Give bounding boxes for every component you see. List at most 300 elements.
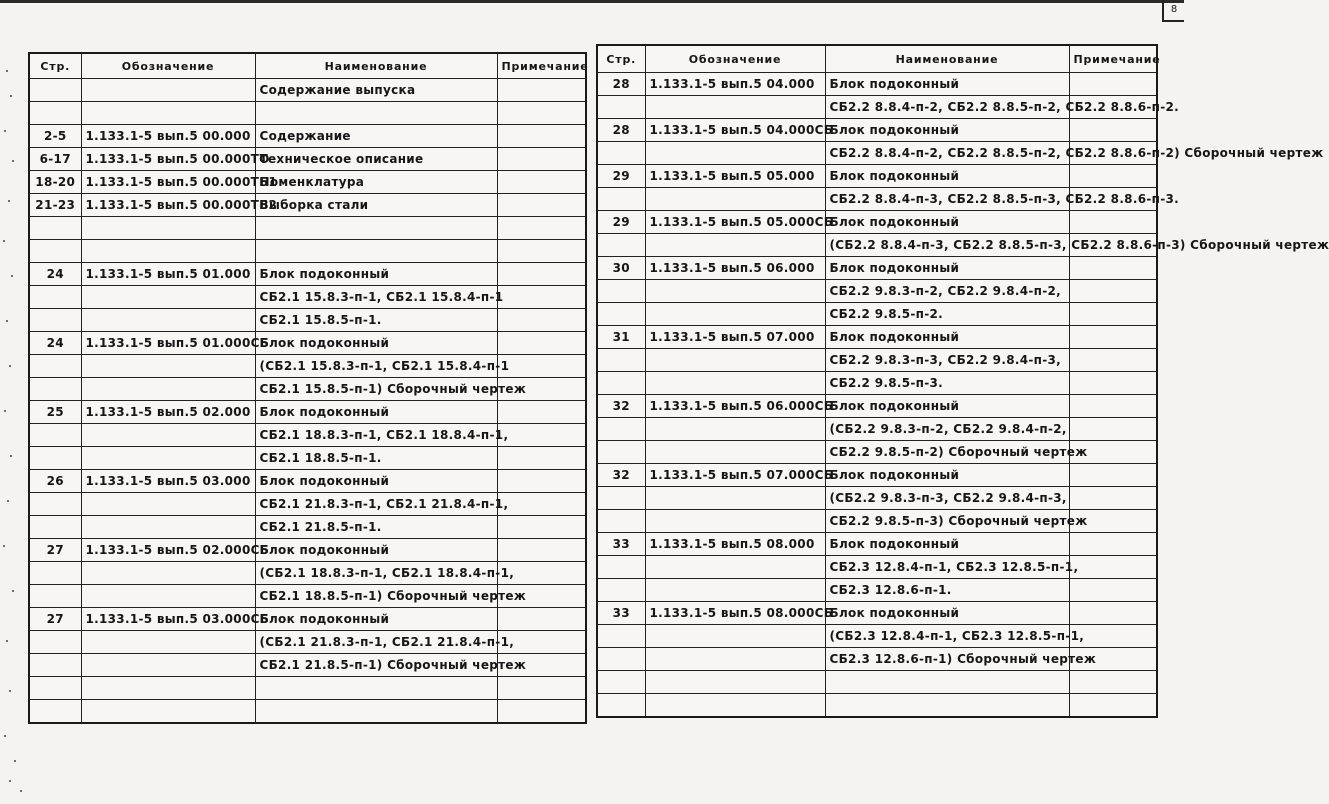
cell-note bbox=[1069, 119, 1157, 142]
table-row bbox=[597, 602, 1157, 625]
cell-code bbox=[81, 493, 255, 516]
cell-name: СБ2.1 15.8.5-п-1) Сборочный чертеж bbox=[255, 378, 497, 401]
cell-code: 1.133.1-5 вып.5 01.000 bbox=[81, 263, 255, 286]
cell-code: 1.133.1-5 вып.5 00.000ТБ2 bbox=[81, 194, 255, 217]
header-row bbox=[29, 53, 586, 79]
scan-speck bbox=[6, 640, 8, 642]
cell-code: 1.133.1-5 вып.5 05.000СБ bbox=[645, 211, 825, 234]
table-row bbox=[29, 424, 586, 447]
cell-note bbox=[497, 171, 586, 194]
cell-page: 25 bbox=[29, 401, 81, 424]
cell-note bbox=[1069, 326, 1157, 349]
cell-page bbox=[29, 102, 81, 125]
cell-name: Блок подоконный bbox=[825, 211, 1069, 234]
cell-code bbox=[645, 418, 825, 441]
table-row bbox=[29, 79, 586, 102]
cell-page bbox=[29, 631, 81, 654]
cell-page bbox=[597, 349, 645, 372]
cell-page: 29 bbox=[597, 211, 645, 234]
header-note: Примечание bbox=[1069, 45, 1157, 73]
cell-code: 1.133.1-5 вып.5 00.000ТБ1 bbox=[81, 171, 255, 194]
table-row bbox=[29, 585, 586, 608]
cell-code bbox=[645, 303, 825, 326]
cell-page: 32 bbox=[597, 395, 645, 418]
cell-name: СБ2.1 18.8.5-п-1. bbox=[255, 447, 497, 470]
cell-name: СБ2.2 8.8.4-п-3, СБ2.2 8.8.5-п-3, СБ2.2 8.8.6-п-3. bbox=[825, 188, 1069, 211]
cell-name: Блок подоконный bbox=[825, 533, 1069, 556]
cell-code: 1.133.1-5 вып.5 07.000СБ bbox=[645, 464, 825, 487]
sheet-top-border bbox=[0, 0, 1184, 3]
header-page: Стр. bbox=[29, 53, 81, 79]
table-row bbox=[597, 96, 1157, 119]
cell-name: Блок подоконный bbox=[825, 464, 1069, 487]
cell-name: СБ2.1 18.8.5-п-1) Сборочный чертеж bbox=[255, 585, 497, 608]
cell-note bbox=[1069, 211, 1157, 234]
cell-name: Блок подоконный bbox=[825, 119, 1069, 142]
cell-name: Содержание bbox=[255, 125, 497, 148]
cell-page: 31 bbox=[597, 326, 645, 349]
cell-note bbox=[1069, 349, 1157, 372]
table-row bbox=[29, 539, 586, 562]
cell-note bbox=[497, 148, 586, 171]
table-row bbox=[597, 648, 1157, 671]
cell-code bbox=[645, 556, 825, 579]
table-row bbox=[29, 286, 586, 309]
sheet-number-box bbox=[1162, 0, 1184, 22]
cell-page bbox=[29, 424, 81, 447]
table-row bbox=[597, 372, 1157, 395]
cell-page: 32 bbox=[597, 464, 645, 487]
cell-code: 1.133.1-5 вып.5 00.000ТО bbox=[81, 148, 255, 171]
cell-name: СБ2.2 9.8.5-п-3. bbox=[825, 372, 1069, 395]
header-code: Обозначение bbox=[645, 45, 825, 73]
sheet-number: 8 bbox=[1170, 4, 1178, 15]
cell-page: 29 bbox=[597, 165, 645, 188]
cell-page bbox=[29, 355, 81, 378]
cell-note bbox=[1069, 165, 1157, 188]
scan-speck bbox=[10, 455, 12, 457]
cell-code bbox=[81, 286, 255, 309]
table-row bbox=[29, 631, 586, 654]
cell-note bbox=[497, 447, 586, 470]
cell-note bbox=[1069, 303, 1157, 326]
cell-page bbox=[597, 648, 645, 671]
table-row bbox=[29, 700, 586, 724]
cell-name: СБ2.2 9.8.5-п-2) Сборочный чертеж bbox=[825, 441, 1069, 464]
cell-page: 24 bbox=[29, 263, 81, 286]
cell-name: Техническое описание bbox=[255, 148, 497, 171]
cell-code bbox=[81, 424, 255, 447]
scan-speck bbox=[12, 160, 14, 162]
cell-name bbox=[825, 694, 1069, 718]
table-row bbox=[29, 332, 586, 355]
cell-page bbox=[29, 516, 81, 539]
table-row bbox=[597, 556, 1157, 579]
cell-page bbox=[29, 378, 81, 401]
scan-speck bbox=[6, 320, 8, 322]
cell-code bbox=[645, 648, 825, 671]
cell-code bbox=[645, 142, 825, 165]
cell-name: СБ2.3 12.8.6-п-1) Сборочный чертеж bbox=[825, 648, 1069, 671]
table-row bbox=[29, 401, 586, 424]
table-row bbox=[597, 211, 1157, 234]
cell-name: (СБ2.3 12.8.4-п-1, СБ2.3 12.8.5-п-1, bbox=[825, 625, 1069, 648]
cell-page: 2-5 bbox=[29, 125, 81, 148]
table-row bbox=[29, 309, 586, 332]
cell-name: Выборка стали bbox=[255, 194, 497, 217]
cell-name: (СБ2.2 8.8.4-п-3, СБ2.2 8.8.5-п-3, СБ2.2 8.8.6-п-3) Сборочный чертеж bbox=[825, 234, 1069, 257]
scan-speck bbox=[9, 365, 11, 367]
cell-note bbox=[1069, 372, 1157, 395]
cell-page bbox=[597, 556, 645, 579]
cell-code bbox=[645, 349, 825, 372]
cell-page bbox=[597, 188, 645, 211]
cell-page bbox=[29, 217, 81, 240]
table-row bbox=[597, 464, 1157, 487]
cell-note bbox=[497, 355, 586, 378]
header-row bbox=[597, 45, 1157, 73]
cell-code bbox=[645, 487, 825, 510]
cell-name: (СБ2.2 9.8.3-п-2, СБ2.2 9.8.4-п-2, bbox=[825, 418, 1069, 441]
cell-name: Блок подоконный bbox=[825, 165, 1069, 188]
cell-page bbox=[597, 372, 645, 395]
cell-name: СБ2.2 9.8.5-п-2. bbox=[825, 303, 1069, 326]
cell-page: 27 bbox=[29, 608, 81, 631]
cell-page bbox=[597, 303, 645, 326]
cell-code bbox=[81, 585, 255, 608]
cell-note bbox=[1069, 602, 1157, 625]
cell-code bbox=[81, 240, 255, 263]
table-body-right bbox=[597, 73, 1329, 718]
table-row bbox=[29, 125, 586, 148]
table-row bbox=[597, 73, 1157, 96]
table-row bbox=[29, 608, 586, 631]
cell-name: Блок подоконный bbox=[255, 332, 497, 355]
header-page: Стр. bbox=[597, 45, 645, 73]
table-row bbox=[597, 257, 1157, 280]
cell-code: 1.133.1-5 вып.5 03.000СБ bbox=[81, 608, 255, 631]
cell-page bbox=[597, 234, 645, 257]
cell-code bbox=[81, 631, 255, 654]
cell-code: 1.133.1-5 вып.5 06.000СБ bbox=[645, 395, 825, 418]
cell-code bbox=[81, 562, 255, 585]
scan-speck bbox=[9, 690, 11, 692]
table-row bbox=[29, 171, 586, 194]
table-row bbox=[597, 671, 1157, 694]
cell-code: 1.133.1-5 вып.5 06.000 bbox=[645, 257, 825, 280]
header-note: Примечание bbox=[497, 53, 586, 79]
cell-code bbox=[81, 309, 255, 332]
cell-code bbox=[645, 579, 825, 602]
header-name: Наименование bbox=[255, 53, 497, 79]
cell-name: Содержание выпуска bbox=[255, 79, 497, 102]
cell-page bbox=[597, 142, 645, 165]
cell-code: 1.133.1-5 вып.5 00.000 bbox=[81, 125, 255, 148]
cell-name: Блок подоконный bbox=[255, 401, 497, 424]
cell-note bbox=[1069, 533, 1157, 556]
cell-note bbox=[1069, 73, 1157, 96]
cell-page bbox=[597, 694, 645, 718]
cell-name: СБ2.1 21.8.3-п-1, СБ2.1 21.8.4-п-1, bbox=[255, 493, 497, 516]
contents-table-right bbox=[596, 44, 1329, 718]
cell-note bbox=[497, 79, 586, 102]
cell-note bbox=[1069, 579, 1157, 602]
cell-name bbox=[825, 671, 1069, 694]
cell-note bbox=[497, 263, 586, 286]
cell-name: (СБ2.1 18.8.3-п-1, СБ2.1 18.8.4-п-1, bbox=[255, 562, 497, 585]
cell-page bbox=[597, 579, 645, 602]
cell-name bbox=[255, 677, 497, 700]
cell-name: Блок подоконный bbox=[255, 263, 497, 286]
table-row bbox=[597, 418, 1157, 441]
table-row bbox=[597, 510, 1157, 533]
cell-code: 1.133.1-5 вып.5 02.000 bbox=[81, 401, 255, 424]
scan-speck bbox=[4, 130, 6, 132]
table-row bbox=[29, 194, 586, 217]
cell-note bbox=[497, 240, 586, 263]
cell-page: 26 bbox=[29, 470, 81, 493]
cell-note bbox=[497, 286, 586, 309]
cell-note bbox=[497, 217, 586, 240]
cell-code: 1.133.1-5 вып.5 04.000СБ bbox=[645, 119, 825, 142]
cell-page bbox=[29, 447, 81, 470]
cell-code bbox=[645, 372, 825, 395]
cell-note bbox=[1069, 257, 1157, 280]
table-row bbox=[29, 470, 586, 493]
cell-code: 1.133.1-5 вып.5 05.000 bbox=[645, 165, 825, 188]
scan-speck bbox=[11, 275, 13, 277]
cell-page: 28 bbox=[597, 73, 645, 96]
cell-page bbox=[597, 418, 645, 441]
cell-code bbox=[81, 447, 255, 470]
table-row bbox=[29, 240, 586, 263]
cell-code bbox=[645, 694, 825, 718]
cell-name: СБ2.2 9.8.5-п-3) Сборочный чертеж bbox=[825, 510, 1069, 533]
cell-note bbox=[497, 539, 586, 562]
scan-speck bbox=[14, 760, 16, 762]
cell-page bbox=[597, 96, 645, 119]
cell-page: 33 bbox=[597, 602, 645, 625]
cell-note bbox=[497, 677, 586, 700]
table-row bbox=[597, 441, 1157, 464]
cell-page bbox=[597, 671, 645, 694]
cell-name: Блок подоконный bbox=[825, 73, 1069, 96]
table-row bbox=[597, 188, 1157, 211]
table-row bbox=[597, 349, 1157, 372]
cell-note bbox=[497, 401, 586, 424]
cell-name: СБ2.1 15.8.3-п-1, СБ2.1 15.8.4-п-1 bbox=[255, 286, 497, 309]
cell-name: СБ2.2 9.8.3-п-2, СБ2.2 9.8.4-п-2, bbox=[825, 280, 1069, 303]
cell-name bbox=[255, 700, 497, 724]
cell-code bbox=[81, 700, 255, 724]
table-row bbox=[29, 148, 586, 171]
header-name: Наименование bbox=[825, 45, 1069, 73]
scan-speck bbox=[7, 500, 9, 502]
cell-name bbox=[255, 240, 497, 263]
cell-page bbox=[29, 286, 81, 309]
cell-name: СБ2.2 8.8.4-п-2, СБ2.2 8.8.5-п-2, СБ2.2 8.8.6-п-2. bbox=[825, 96, 1069, 119]
cell-page: 24 bbox=[29, 332, 81, 355]
cell-code bbox=[645, 188, 825, 211]
cell-code: 1.133.1-5 вып.5 08.000СБ bbox=[645, 602, 825, 625]
cell-code bbox=[81, 217, 255, 240]
cell-code: 1.133.1-5 вып.5 08.000 bbox=[645, 533, 825, 556]
cell-note bbox=[497, 493, 586, 516]
table-row bbox=[597, 694, 1157, 718]
cell-note bbox=[1069, 418, 1157, 441]
cell-code bbox=[81, 654, 255, 677]
cell-code bbox=[81, 79, 255, 102]
table-row bbox=[597, 142, 1157, 165]
scan-speck bbox=[6, 70, 8, 72]
cell-page: 6-17 bbox=[29, 148, 81, 171]
table-row bbox=[29, 378, 586, 401]
cell-page bbox=[597, 487, 645, 510]
cell-code bbox=[645, 280, 825, 303]
cell-code: 1.133.1-5 вып.5 04.000 bbox=[645, 73, 825, 96]
table-row bbox=[29, 677, 586, 700]
cell-code bbox=[645, 510, 825, 533]
cell-page bbox=[29, 79, 81, 102]
cell-note bbox=[497, 424, 586, 447]
cell-page bbox=[597, 441, 645, 464]
cell-page: 30 bbox=[597, 257, 645, 280]
cell-name: СБ2.1 21.8.5-п-1) Сборочный чертеж bbox=[255, 654, 497, 677]
scan-speck bbox=[10, 95, 12, 97]
cell-page bbox=[29, 677, 81, 700]
table-row bbox=[597, 579, 1157, 602]
table-row bbox=[597, 303, 1157, 326]
cell-code: 1.133.1-5 вып.5 03.000 bbox=[81, 470, 255, 493]
cell-page: 27 bbox=[29, 539, 81, 562]
cell-page bbox=[597, 625, 645, 648]
cell-code bbox=[81, 516, 255, 539]
cell-code bbox=[645, 234, 825, 257]
cell-name: СБ2.1 18.8.3-п-1, СБ2.1 18.8.4-п-1, bbox=[255, 424, 497, 447]
cell-code bbox=[81, 378, 255, 401]
table-row bbox=[597, 533, 1157, 556]
scan-speck bbox=[9, 780, 11, 782]
cell-page bbox=[29, 240, 81, 263]
cell-page bbox=[29, 700, 81, 724]
table-row bbox=[597, 625, 1157, 648]
scan-speck bbox=[4, 735, 6, 737]
cell-code bbox=[81, 102, 255, 125]
cell-note bbox=[497, 102, 586, 125]
cell-name: СБ2.2 8.8.4-п-2, СБ2.2 8.8.5-п-2, СБ2.2 8.8.6-п-2) Сборочный чертеж bbox=[825, 142, 1069, 165]
cell-note bbox=[497, 332, 586, 355]
table-row bbox=[597, 165, 1157, 188]
cell-code bbox=[645, 625, 825, 648]
cell-code bbox=[81, 355, 255, 378]
cell-note bbox=[1069, 395, 1157, 418]
cell-code bbox=[645, 671, 825, 694]
cell-page bbox=[29, 493, 81, 516]
cell-name bbox=[255, 102, 497, 125]
cell-code bbox=[81, 677, 255, 700]
cell-name: Номенклатура bbox=[255, 171, 497, 194]
cell-code: 1.133.1-5 вып.5 07.000 bbox=[645, 326, 825, 349]
cell-page bbox=[29, 585, 81, 608]
cell-code bbox=[645, 441, 825, 464]
cell-note bbox=[497, 470, 586, 493]
cell-note bbox=[1069, 556, 1157, 579]
cell-note bbox=[1069, 280, 1157, 303]
cell-name: (СБ2.2 9.8.3-п-3, СБ2.2 9.8.4-п-3, bbox=[825, 487, 1069, 510]
cell-page: 28 bbox=[597, 119, 645, 142]
table-row bbox=[29, 562, 586, 585]
cell-code: 1.133.1-5 вып.5 02.000СБ bbox=[81, 539, 255, 562]
cell-name: Блок подоконный bbox=[255, 470, 497, 493]
cell-note bbox=[497, 125, 586, 148]
table-row bbox=[29, 516, 586, 539]
cell-name: Блок подоконный bbox=[825, 257, 1069, 280]
cell-note bbox=[1069, 487, 1157, 510]
scan-speck bbox=[4, 410, 6, 412]
cell-name: СБ2.3 12.8.4-п-1, СБ2.3 12.8.5-п-1, bbox=[825, 556, 1069, 579]
table-row bbox=[29, 493, 586, 516]
scan-speck bbox=[8, 200, 10, 202]
cell-page bbox=[29, 654, 81, 677]
scan-speck bbox=[12, 590, 14, 592]
table-row bbox=[29, 102, 586, 125]
table-row bbox=[597, 326, 1157, 349]
scan-speck bbox=[20, 790, 22, 792]
cell-note bbox=[1069, 671, 1157, 694]
cell-code: 1.133.1-5 вып.5 01.000СБ bbox=[81, 332, 255, 355]
cell-page: 18-20 bbox=[29, 171, 81, 194]
cell-name: Блок подоконный bbox=[825, 602, 1069, 625]
cell-note bbox=[497, 309, 586, 332]
cell-name: СБ2.2 9.8.3-п-3, СБ2.2 9.8.4-п-3, bbox=[825, 349, 1069, 372]
cell-note bbox=[1069, 694, 1157, 718]
cell-note bbox=[497, 194, 586, 217]
table-row bbox=[29, 355, 586, 378]
cell-name: Блок подоконный bbox=[825, 326, 1069, 349]
cell-page: 33 bbox=[597, 533, 645, 556]
cell-name: Блок подоконный bbox=[255, 608, 497, 631]
cell-name: Блок подоконный bbox=[255, 539, 497, 562]
scan-speck bbox=[3, 545, 5, 547]
cell-name bbox=[255, 217, 497, 240]
cell-note bbox=[497, 700, 586, 724]
cell-name: (СБ2.1 15.8.3-п-1, СБ2.1 15.8.4-п-1 bbox=[255, 355, 497, 378]
cell-name: СБ2.1 21.8.5-п-1. bbox=[255, 516, 497, 539]
contents-table-left bbox=[28, 52, 587, 724]
table-row bbox=[597, 234, 1157, 257]
table-row bbox=[597, 487, 1157, 510]
cell-name: Блок подоконный bbox=[825, 395, 1069, 418]
table-row bbox=[29, 217, 586, 240]
table-row bbox=[597, 280, 1157, 303]
table-row bbox=[29, 263, 586, 286]
cell-page bbox=[29, 562, 81, 585]
cell-page bbox=[597, 280, 645, 303]
cell-name: СБ2.1 15.8.5-п-1. bbox=[255, 309, 497, 332]
cell-page: 21-23 bbox=[29, 194, 81, 217]
scan-speck bbox=[3, 240, 5, 242]
cell-name: (СБ2.1 21.8.3-п-1, СБ2.1 21.8.4-п-1, bbox=[255, 631, 497, 654]
cell-code bbox=[645, 96, 825, 119]
table-row bbox=[29, 654, 586, 677]
cell-note bbox=[1069, 464, 1157, 487]
cell-page bbox=[29, 309, 81, 332]
cell-note bbox=[497, 516, 586, 539]
table-row bbox=[597, 395, 1157, 418]
cell-name: СБ2.3 12.8.6-п-1. bbox=[825, 579, 1069, 602]
table-row bbox=[597, 119, 1157, 142]
cell-page bbox=[597, 510, 645, 533]
